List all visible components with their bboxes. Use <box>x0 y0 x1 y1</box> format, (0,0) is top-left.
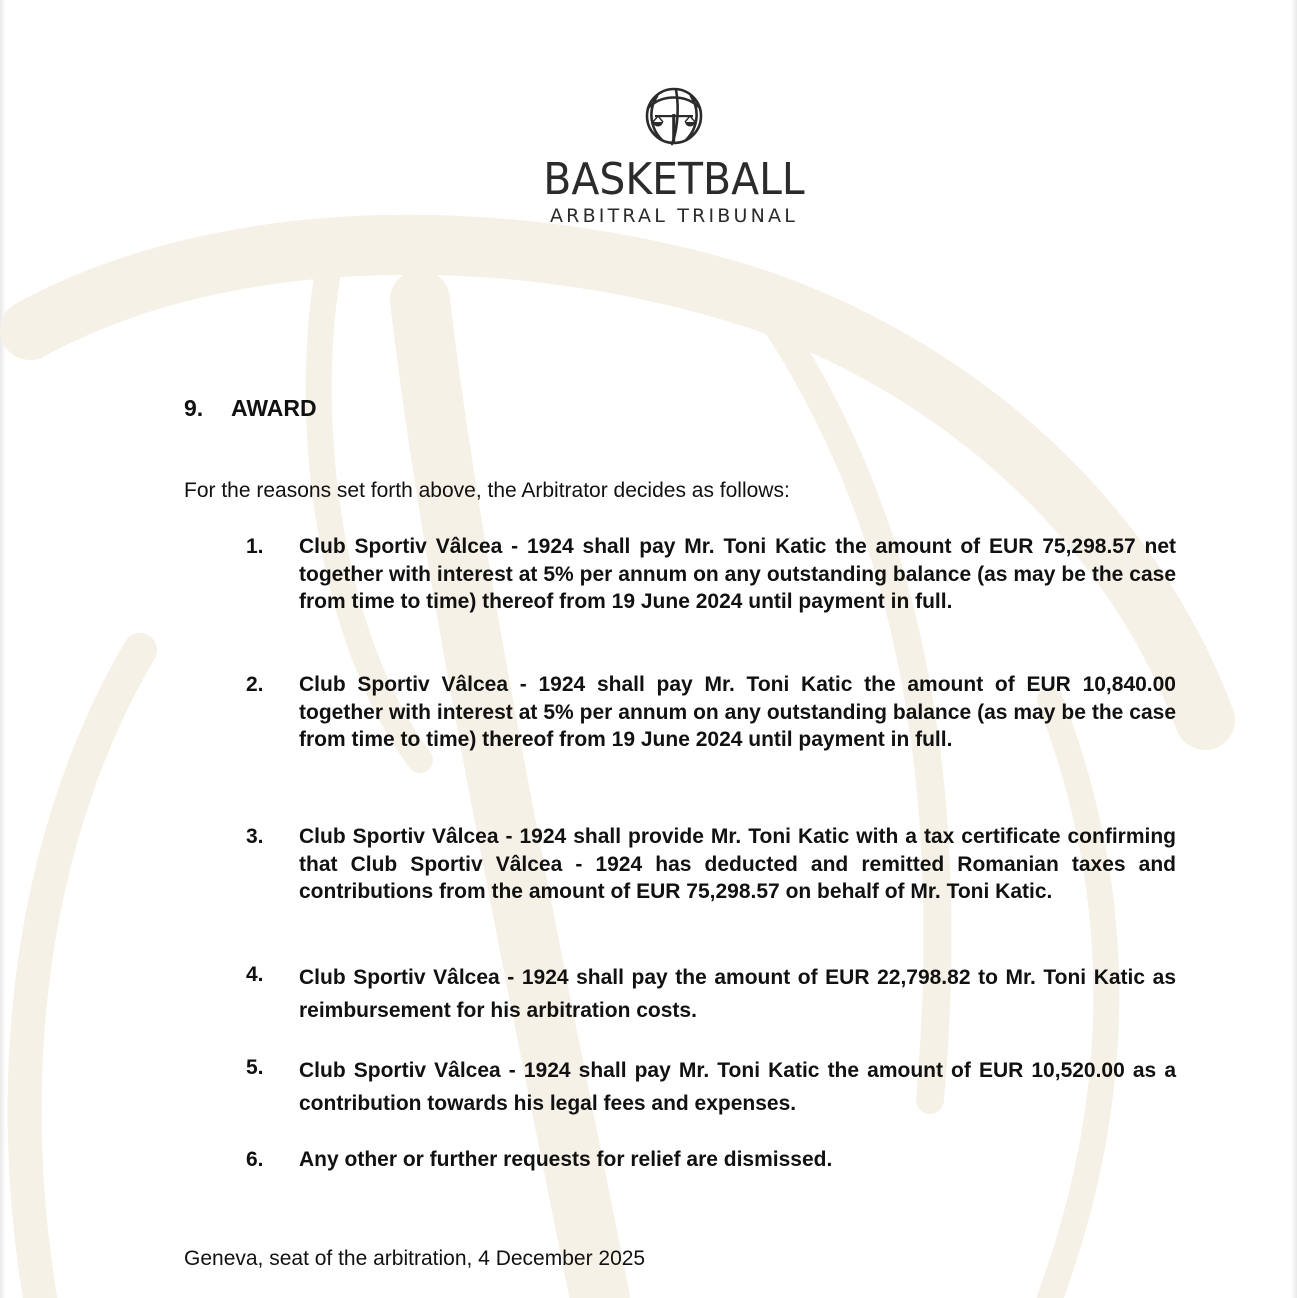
logo-subtitle: ARBITRAL TRIBUNAL <box>549 205 799 227</box>
item-text: Club Sportiv Vâlcea - 1924 shall pay Mr. Toni Katic the amount of EUR 10,840.00 together with interest at 5% per annum on any outstanding balance (as may be the case from time to time) thereof from 19 June 2024 until payment in full. <box>299 673 1176 752</box>
item-text: Club Sportiv Vâlcea - 1924 shall pay the amount of EUR 22,798.82 to Mr. Toni Katic as reimbursement for his arbitration costs. <box>299 966 1176 1022</box>
logo-title: BASKETBALL <box>543 154 805 205</box>
section-title: AWARD <box>231 395 317 421</box>
item-text: Any other or further requests for relief are dismissed. <box>299 1148 833 1171</box>
item-text: Club Sportiv Vâlcea - 1924 shall pay Mr. Toni Katic the amount of EUR 10,520.00 as a contribution towards his legal fees and expenses. <box>299 1059 1176 1115</box>
section-number: 9. <box>184 395 204 421</box>
item-text: Club Sportiv Vâlcea - 1924 shall pay Mr. Toni Katic the amount of EUR 75,298.57 net together with interest at 5% per annum on any outstanding balance (as may be the case from time to time) thereof from 19 June 2024 until payment in full. <box>299 535 1176 614</box>
section-heading <box>184 394 317 422</box>
item-number: 3. <box>246 825 264 848</box>
item-number: 5. <box>246 1056 264 1079</box>
item-number: 4. <box>246 963 264 986</box>
item-text: Club Sportiv Vâlcea - 1924 shall provide Mr. Toni Katic with a tax certificate confirming that Club Sportiv Vâlcea - 1924 has deducted and remitted Romanian taxes and contributions from the amount of EUR 75,298.57 on behalf of Mr. Toni Katic. <box>299 825 1176 904</box>
item-number: 1. <box>246 535 264 558</box>
tribunal-logo <box>528 84 820 230</box>
item-number: 2. <box>246 673 264 696</box>
page-edge-left <box>0 0 6 1298</box>
page-edge-right <box>1291 0 1297 1298</box>
basketball-scales-icon <box>640 84 708 152</box>
intro-paragraph: For the reasons set forth above, the Arbitrator decides as follows: <box>184 479 790 502</box>
item-number: 6. <box>246 1148 264 1171</box>
closing-line: Geneva, seat of the arbitration, 4 December 2025 <box>184 1247 646 1270</box>
